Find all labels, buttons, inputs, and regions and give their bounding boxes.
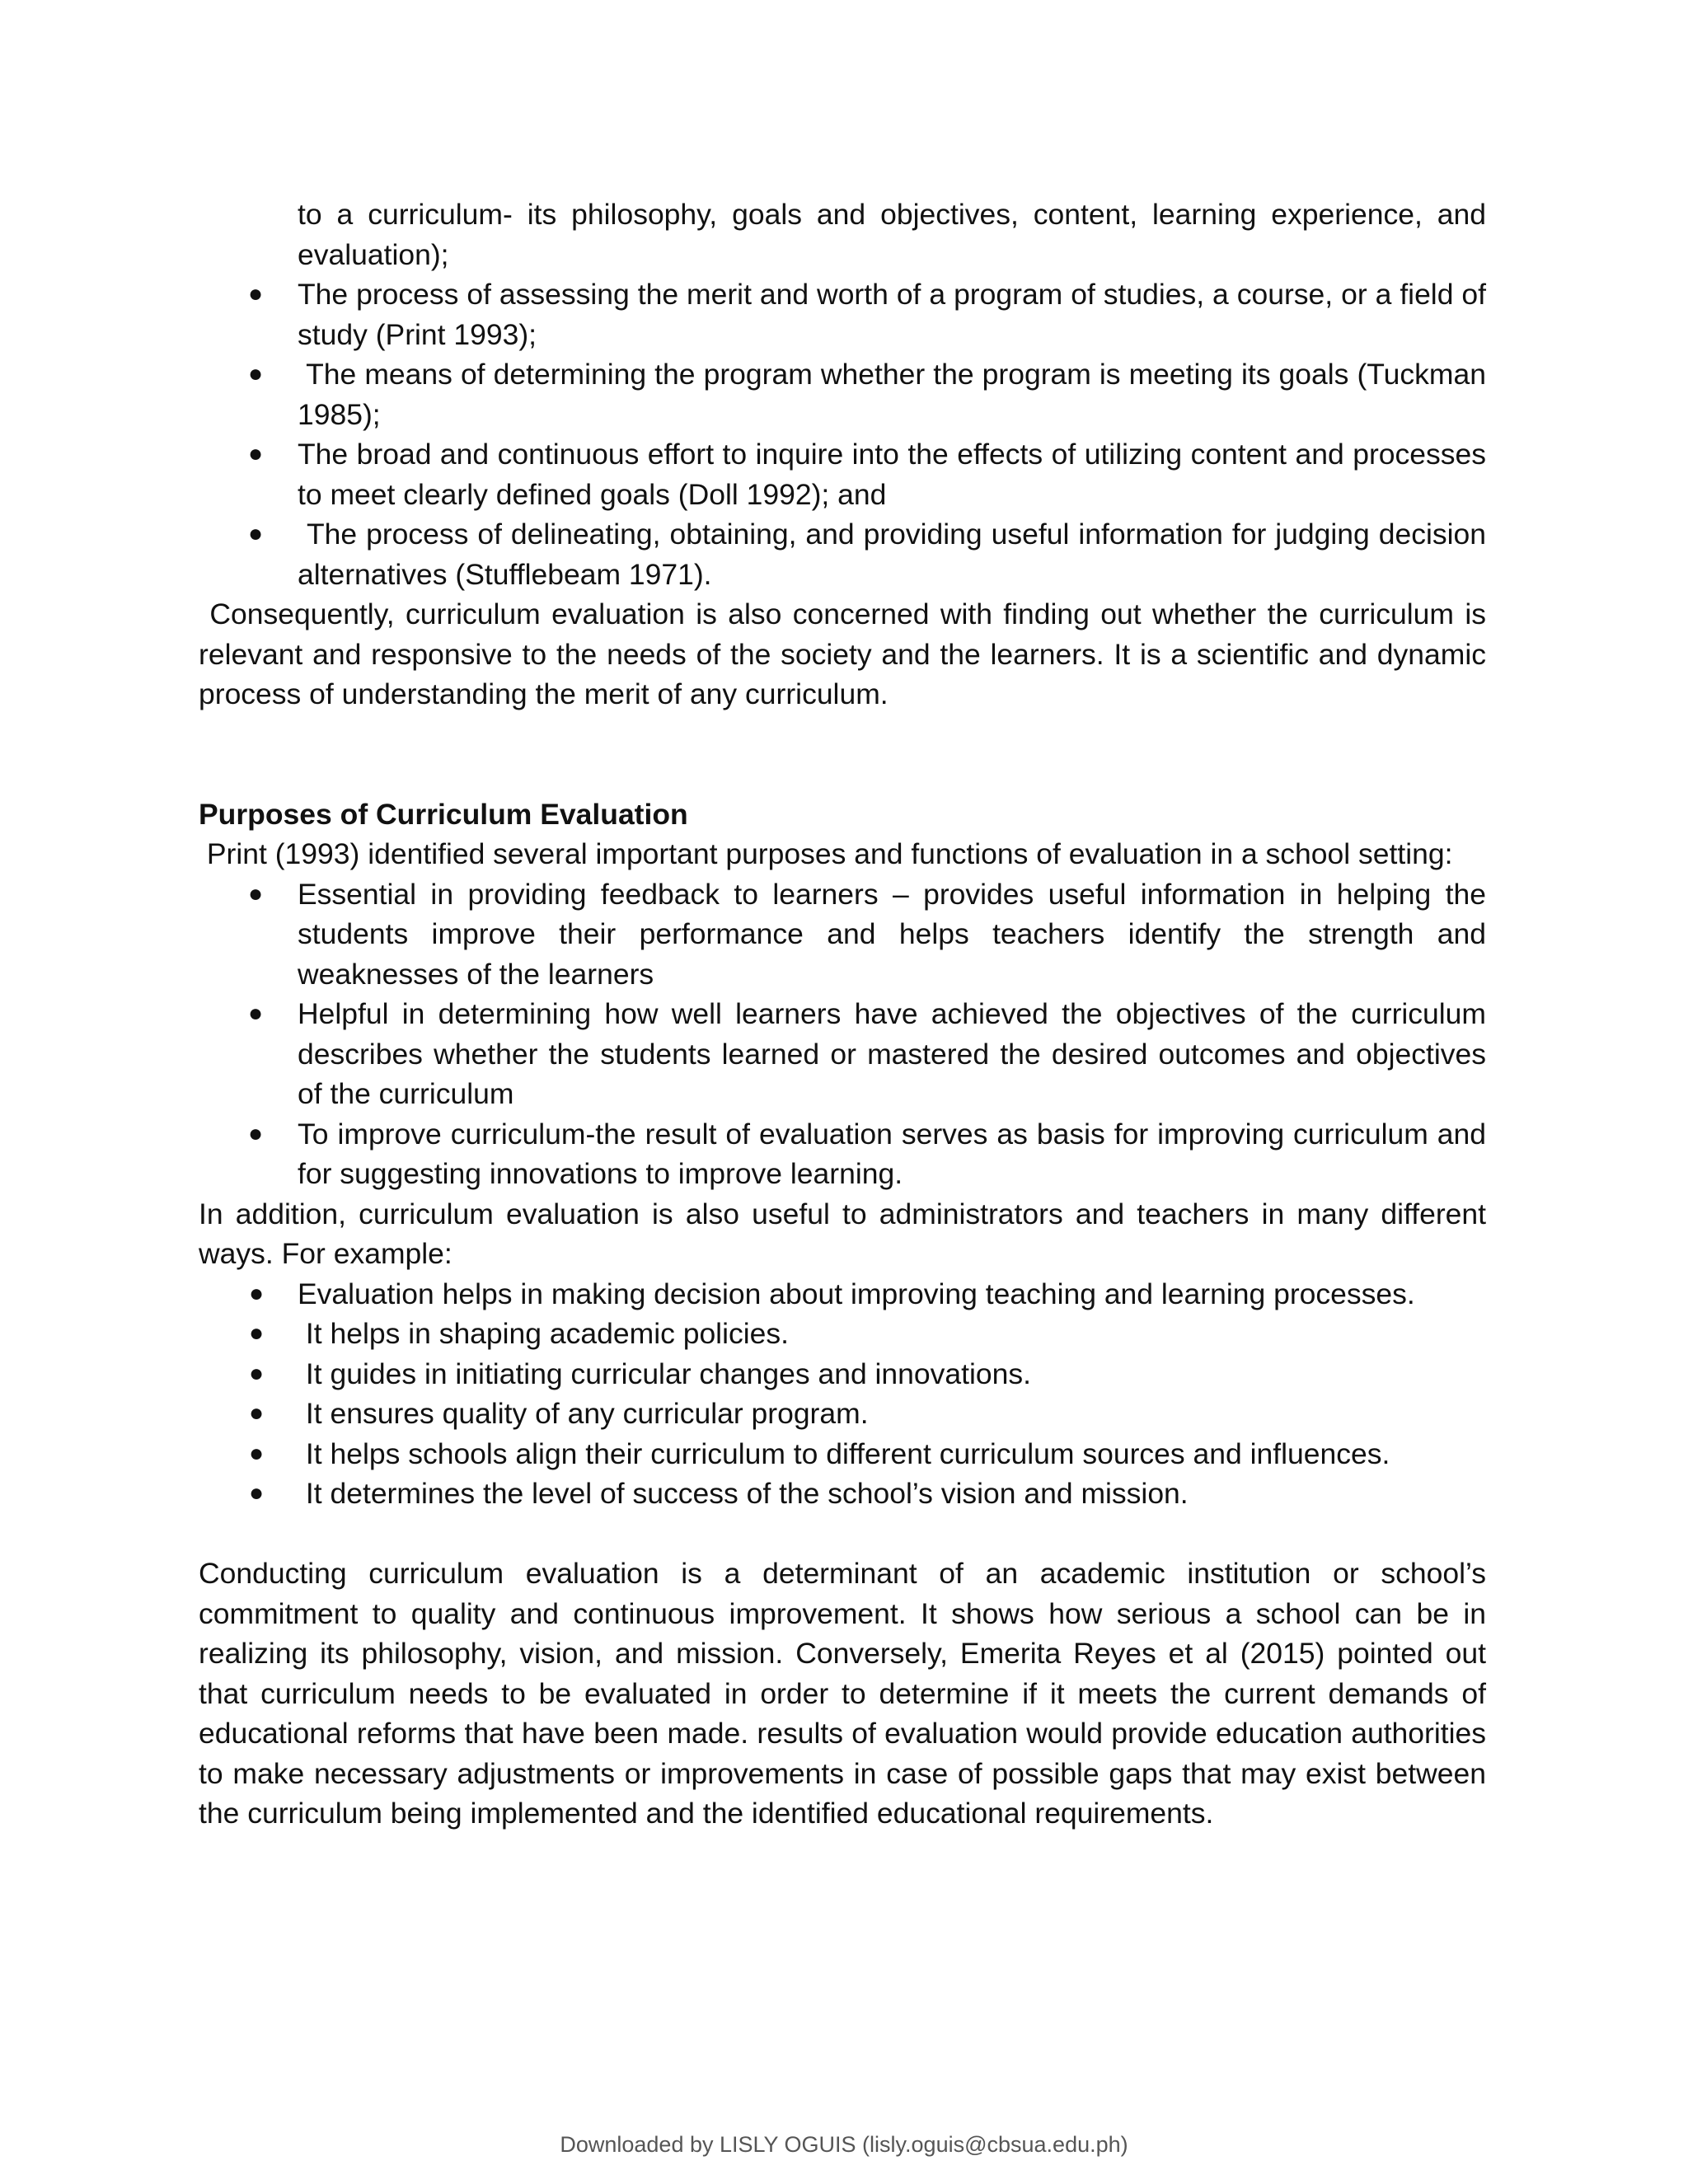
definition-text: The process of assessing the merit and worth of a program of studies, a course, or a field of study (Print 1993);	[298, 278, 1486, 351]
definition-text: The process of delineating, obtaining, and providing useful information for judging decision alternatives (Stufflebeam 1971).	[298, 518, 1494, 591]
example-text: It ensures quality of any curricular program.	[298, 1397, 869, 1430]
paragraph-spacer	[199, 1514, 1486, 1554]
bullet-icon: ●	[248, 1399, 265, 1427]
bullet-icon: ●	[248, 440, 264, 467]
bullet-icon: ●	[248, 280, 264, 307]
list-item	[199, 1354, 1486, 1394]
list-item	[199, 1274, 1486, 1315]
bullet-icon: ●	[248, 1439, 265, 1467]
list-item	[199, 434, 1486, 514]
download-footer: Downloaded by LISLY OGUIS (lisly.oguis@cbsua.edu.ph)	[560, 2132, 1128, 2157]
example-text: It guides in initiating curricular changes and innovations.	[298, 1357, 1032, 1390]
purposes-list	[199, 874, 1486, 1194]
list-item	[199, 274, 1486, 354]
example-text: Evaluation helps in making decision about improving teaching and learning processes.	[298, 1277, 1415, 1310]
example-text: It helps in shaping academic policies.	[298, 1317, 789, 1350]
list-item	[199, 874, 1486, 995]
bullet-icon: ●	[248, 879, 264, 907]
bullet-icon: ●	[248, 1119, 264, 1147]
definitions-list	[199, 274, 1494, 594]
list-item	[199, 1314, 1486, 1354]
list-item	[199, 1434, 1486, 1474]
bullet-icon: ●	[248, 360, 264, 387]
consequently-paragraph: Consequently, curriculum evaluation is also concerned with finding out whether the curriculum is relevant and responsive to the needs of the society and the learners. It is a scientific and dynamic process of understanding the merit of any curriculum.	[199, 598, 1494, 710]
section-heading: Purposes of Curriculum Evaluation	[199, 797, 688, 831]
list-item	[199, 1114, 1486, 1194]
bullet-icon: ●	[248, 1319, 265, 1347]
bullet-icon: ●	[248, 1359, 265, 1387]
bullet-icon: ●	[248, 1479, 265, 1507]
example-text: It determines the level of success of the school’s vision and mission.	[298, 1477, 1189, 1510]
conclusion-paragraph: Conducting curriculum evaluation is a determinant of an academic institution or school’s commitment to quality and continuous improvement. It shows how serious a school can be in realizing its philosophy, vision, and mission. Conversely, Emerita Reyes et al (2015) pointed out that curriculum needs to be evaluated in order to determine if it meets the current demands of educational reforms that have been made. results of evaluation would provide education authorities to make necessary adjustments or improvements in case of possible gaps that may exist between the curriculum being implemented and the identified educational requirements.	[199, 1557, 1486, 1830]
definition-text: The means of determining the program whether the program is meeting its goals (Tuckman 1985);	[298, 358, 1494, 431]
definition-text: The broad and continuous effort to inquire into the effects of utilizing content and processes to meet clearly defined goals (Doll 1992); and	[298, 438, 1486, 511]
section-spacer	[199, 715, 1486, 794]
list-item	[199, 994, 1486, 1114]
list-item	[199, 354, 1494, 434]
list-item	[199, 514, 1494, 594]
purpose-text: Essential in providing feedback to learners – provides useful information in helping the students improve their performance and helps teachers identify the strength and weaknesses of the learners	[298, 877, 1486, 991]
bullet-icon: ●	[248, 520, 264, 547]
examples-list	[199, 1274, 1486, 1514]
addition-paragraph: In addition, curriculum evaluation is also useful to administrators and teachers in many different ways. For example:	[199, 1197, 1486, 1270]
continuation-text: to a curriculum- its philosophy, goals and objectives, content, learning experience, and evaluation);	[298, 198, 1486, 271]
bullet-icon: ●	[248, 1279, 265, 1307]
bullet-icon: ●	[248, 1000, 264, 1027]
print-intro: Print (1993) identified several important purposes and functions of evaluation in a school setting:	[199, 837, 1453, 870]
list-item	[199, 1474, 1486, 1514]
list-item	[199, 1394, 1486, 1434]
purpose-text: To improve curriculum-the result of evaluation serves as basis for improving curriculum and for suggesting innovations to improve learning.	[298, 1117, 1486, 1190]
example-text: It helps schools align their curriculum to different curriculum sources and influences.	[298, 1436, 1390, 1470]
purpose-text: Helpful in determining how well learners have achieved the objectives of the curriculum describes whether the students learned or mastered the desired outcomes and objectives of the curriculum	[298, 997, 1486, 1110]
document-body	[199, 194, 1494, 1834]
